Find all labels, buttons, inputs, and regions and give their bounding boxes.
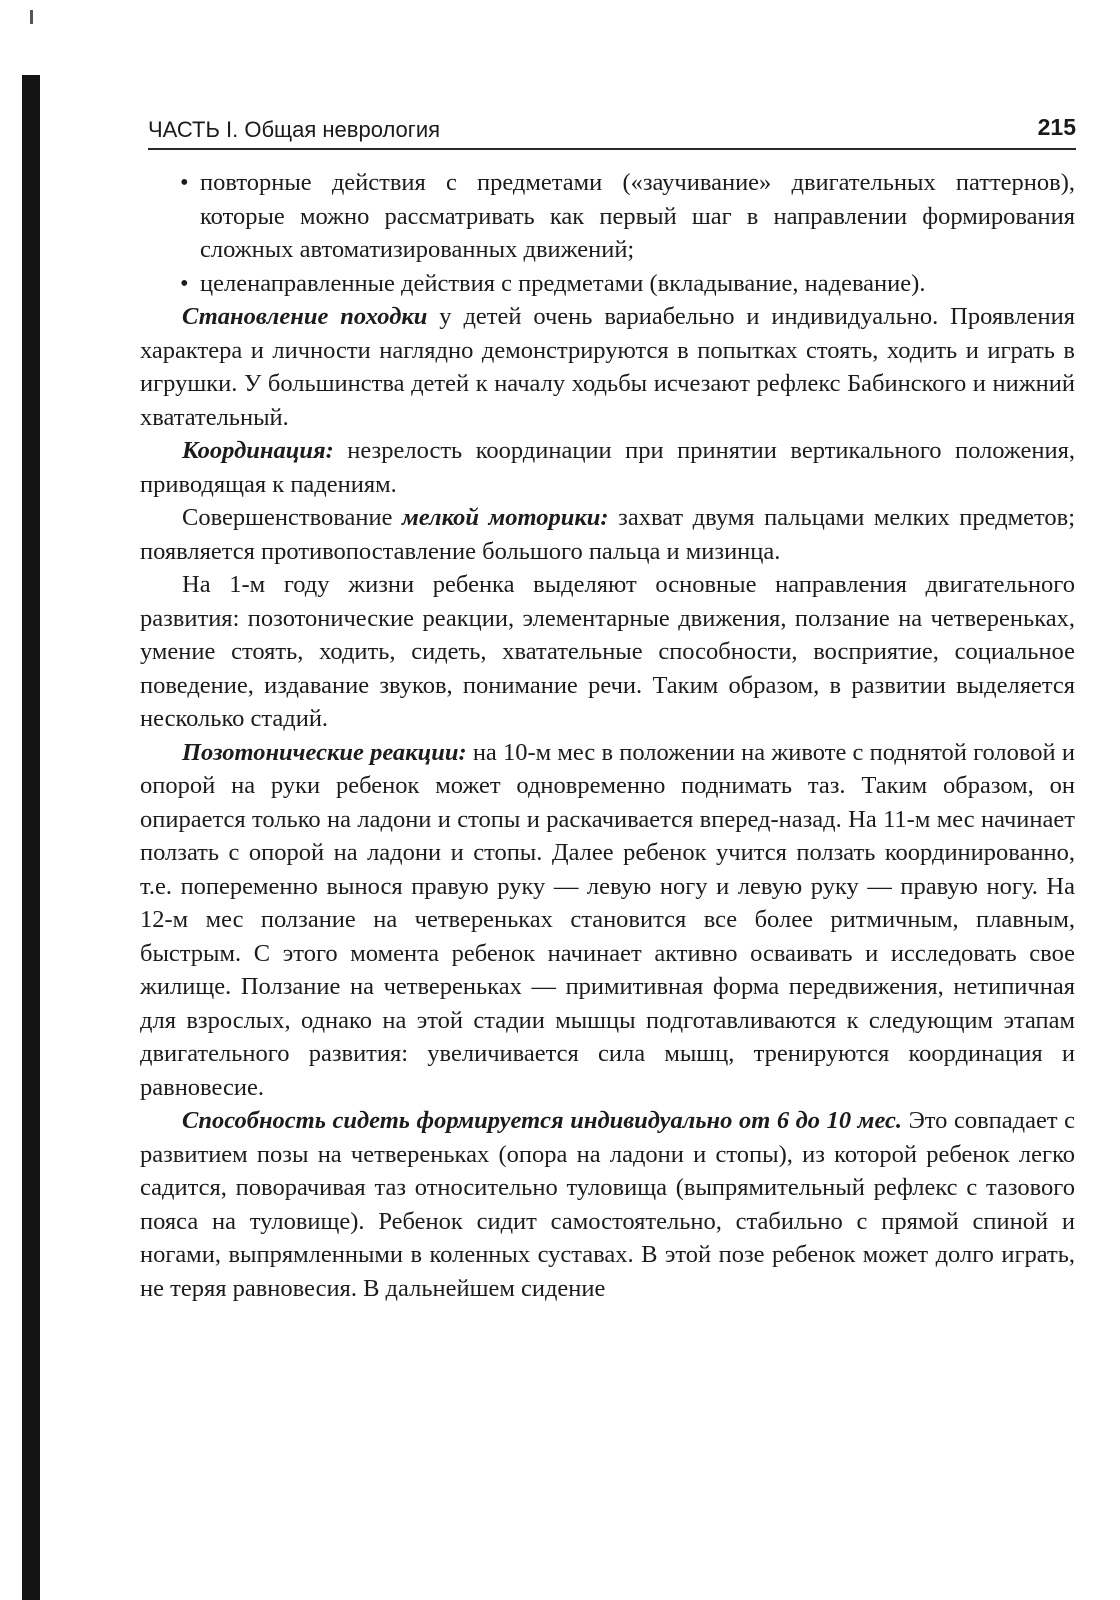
term-fine-motor: мелкой моторики: (401, 504, 609, 531)
paragraph-text: на 10-м мес в положении на животе с поднятой головой и опорой на руки ребенок может одновременно поднимать таз. Таким образом, он опирается только на ладони и стопы и раскачивается вперед-назад. На 11-м мес начинает ползать с опорой на ладони и стопы. Далее ребенок учится ползать координированно, т.е. попеременно вынося правую руку — левую ногу и левую руку — правую ногу. На 12-м мес ползание на четвереньках становится все более ритмичным, плавным, быстрым. С этого момента ребенок начинает активно осваивать и исследовать свое жилище. Ползание на четвереньках — примитивная форма передвижения, нетипичная для взрослых, однако на этой стадии мышцы подготавливаются к следующим этапам двигательного развития: увеличивается сила мышц, тренируются координация и равновесие. (140, 738, 1075, 1101)
bullet-list (140, 166, 1075, 300)
paragraph-gait (140, 300, 1075, 434)
paragraph-text: у детей очень вариабельно и индивидуально. Проявления характера и личности наглядно демонстрируются в попытках стоять, ходить и играть в игрушки. У большинства детей к началу ходьбы исчезают рефлекс Бабинского и нижний хватательный. (140, 303, 1075, 431)
paragraph-text: захват двумя пальцами мелких предметов; появляется противопоставление большого пальца и мизинца. (140, 504, 1076, 565)
paragraph-postural-reactions (140, 736, 1075, 1105)
paragraph-coordination (140, 434, 1075, 501)
bullet-item: • повторные действия с предметами («заучивание» двигательных паттернов), которые можно рассматривать как первый шаг в направлении формирования сложных автоматизированных движений; (200, 166, 1075, 267)
paragraph-text: На 1-м году жизни ребенка выделяют основные направления двигательного развития: позотонические реакции, элементарные движения, ползание на четвереньках, умение стоять, ходить, сидеть, хватательные способности, восприятие, социальное поведение, издавание звуков, понимание речи. Таким образом, в развитии выделяется несколько стадий. (140, 571, 1075, 732)
running-header (148, 114, 1076, 150)
paragraph-fine-motor (140, 501, 1075, 568)
scan-mark (30, 10, 33, 24)
page-number: 215 (1037, 114, 1076, 140)
book-spine-shadow (22, 75, 40, 1600)
header-title: ЧАСТЬ I. Общая неврология (148, 117, 441, 142)
paragraph-sitting (140, 1104, 1075, 1305)
paragraph-text: незрелость координации при принятии вертикального положения, приводящая к падениям. (140, 437, 1075, 498)
paragraph-text: Это совпадает с развитием позы на четвереньках (опора на ладони и стопы), из которой ребенок легко садится, поворачивая таз относительно туловища (выпрямительный рефлекс с тазового пояса на туловище). Ребенок сидит самостоятельно, стабильно с прямой спиной и ногами, выпрямленными в коленных суставах. В этой позе ребенок может долго играть, не теряя равновесия. В дальнейшем сидение (140, 1107, 1075, 1302)
paragraph-lead: Совершенствование (182, 504, 402, 531)
page-body (140, 166, 1075, 1305)
term-sitting: Способность сидеть формируется индивидуально от 6 до 10 мес. (182, 1107, 903, 1134)
term-postural-reactions: Позотонические реакции: (182, 738, 467, 766)
term-coordination: Координация: (182, 437, 334, 464)
term-gait: Становление походки (182, 303, 428, 330)
paragraph-first-year (140, 568, 1075, 736)
bullet-item: • целенаправленные действия с предметами (вкладывание, надевание). (200, 267, 1075, 301)
